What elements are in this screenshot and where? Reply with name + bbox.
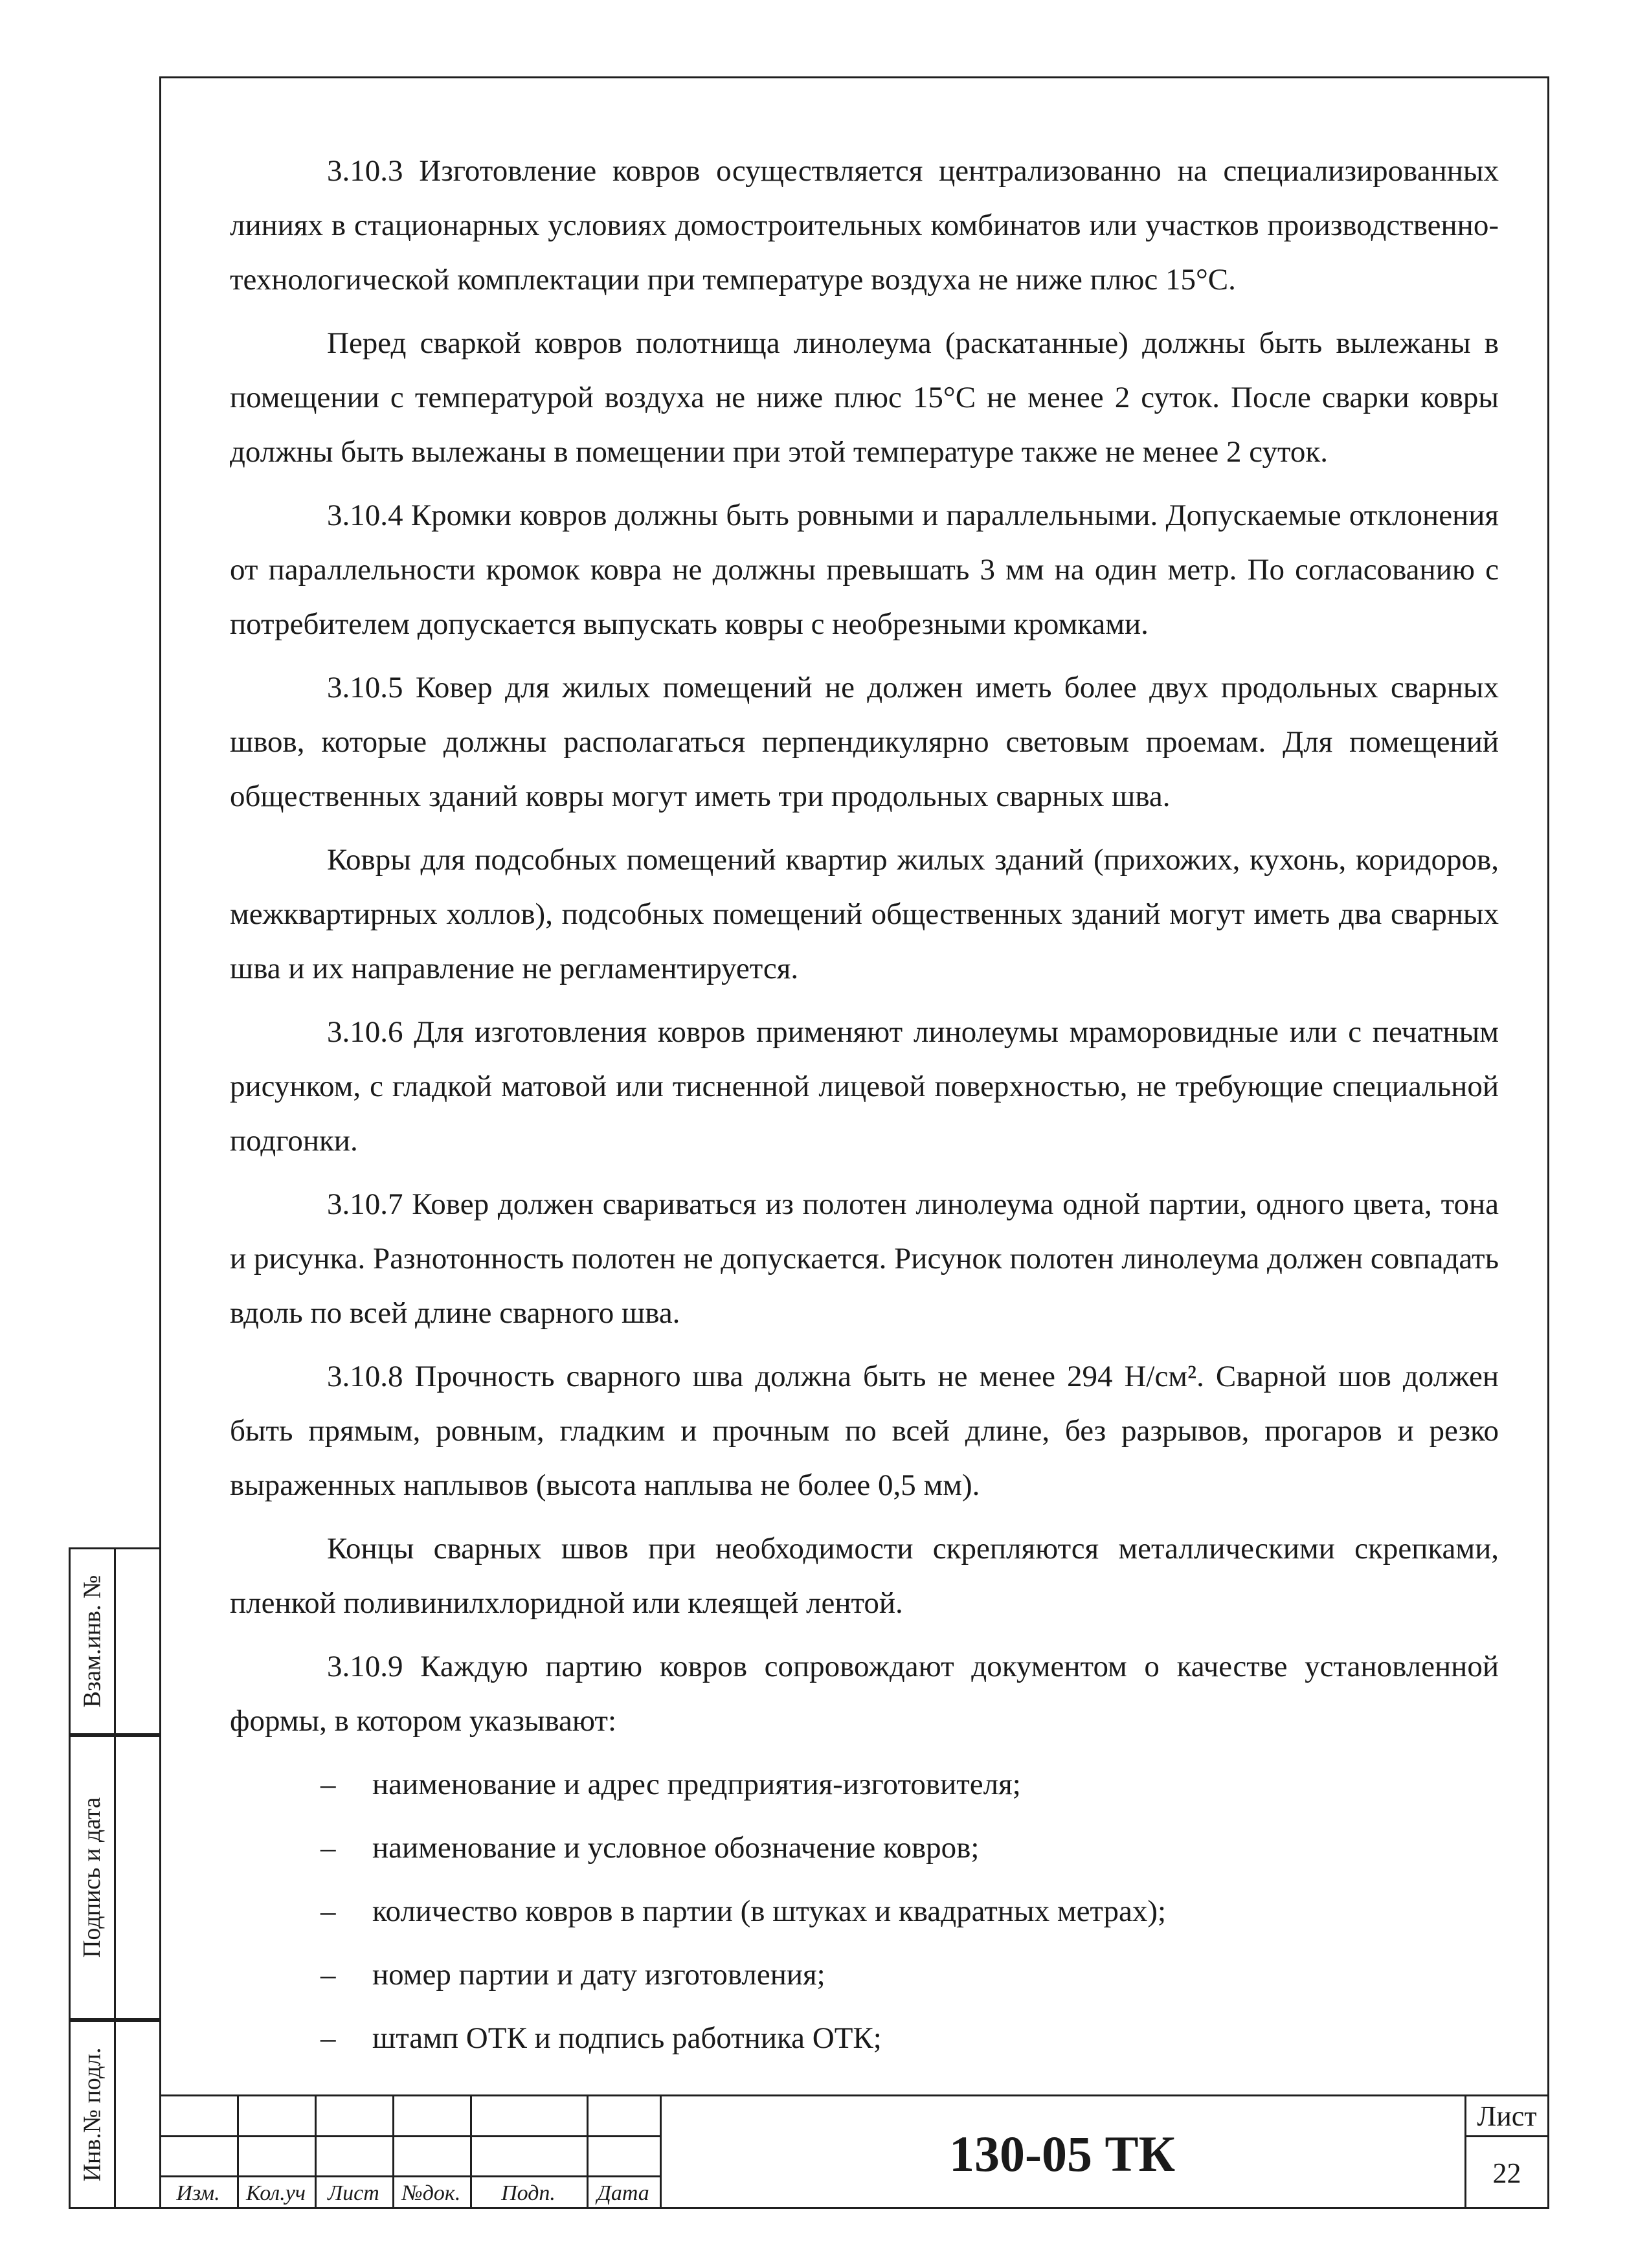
paragraph-seam-ends: Концы сварных швов при необходимости скрепляются металлическими скрепками, пленкой поливинилхлоридной или клеящей лентой.: [230, 1532, 1499, 1620]
list-item-text: наименование и условное обозначение ковров;: [372, 1831, 980, 1865]
paragraph-welding-prep: Перед сваркой ковров полотнища линолеума (раскатанные) должны быть вылежаны в помещении с температурой воздуха не ниже плюс 15°С не менее 2 суток. После сварки ковры должны быть вылежаны в помещении при этой температуре также не менее 2 суток.: [230, 326, 1499, 469]
title-block: [159, 2094, 1549, 2209]
dash-marker: –: [320, 1958, 336, 1992]
stamp-podpis-data-label: Подпись и дата: [78, 1797, 106, 1959]
list-item: [230, 1821, 1499, 1875]
stamp-podpis-data: [69, 1735, 159, 2020]
paragraph-3-10-5: 3.10.5 Ковер для жилых помещений не должен иметь более двух продольных сварных швов, которые должны располагаться перпендикулярно световым проемам. Для помещений общественных зданий ковры могут иметь три продольных сварных шва.: [230, 671, 1499, 813]
stamp-zam-inv-label: Взам.инв. №: [78, 1575, 106, 1708]
dash-marker: –: [320, 1768, 336, 1801]
paragraph-3-10-7: 3.10.7 Ковер должен свариваться из полотен линолеума одной партии, одного цвета, тона и рисунка. Разнотонность полотен не допускается. Рисунок полотен линолеума должен совпадать вдоль по всей длине сварного шва.: [230, 1187, 1499, 1330]
caption-list: Лист: [328, 2181, 379, 2205]
document-body: [230, 144, 1499, 2074]
paragraph-3-10-3: 3.10.3 Изготовление ковров осуществляется централизованно на специализированных линиях в стационарных условиях домостроительных комбинатов или участков производственно-технологической комплектации при температуре воздуха не ниже плюс 15°С.: [230, 154, 1499, 297]
stamp-inv-podl: [69, 2020, 159, 2209]
caption-podp: Подп.: [501, 2181, 555, 2205]
sheet-number: 22: [1492, 2157, 1521, 2189]
list-item-text: наименование и адрес предприятия-изготовителя;: [372, 1768, 1021, 1801]
dash-marker: –: [320, 1831, 336, 1865]
list-item: [230, 1884, 1499, 1938]
dash-marker: –: [320, 2021, 336, 2055]
paragraph-3-10-6: 3.10.6 Для изготовления ковров применяют линолеумы мраморовидные или с печатным рисунком, с гладкой матовой или тисненной лицевой поверхностью, не требующие специальной подгонки.: [230, 1015, 1499, 1158]
caption-izm: Изм.: [176, 2181, 220, 2205]
caption-kol-uch: Кол.уч: [245, 2181, 306, 2205]
list-item-text: штамп ОТК и подпись работника ОТК;: [372, 2021, 882, 2055]
paragraph-3-10-9: 3.10.9 Каждую партию ковров сопровождают документом о качестве установленной формы, в котором указывают:: [230, 1650, 1499, 1738]
list-item-text: номер партии и дату изготовления;: [372, 1958, 825, 1992]
dash-marker: –: [320, 1894, 336, 1928]
stamp-zam-inv: [69, 1547, 159, 1735]
caption-data: Дата: [597, 2181, 649, 2205]
list-item: [230, 1757, 1499, 1812]
paragraph-3-10-4: 3.10.4 Кромки ковров должны быть ровными и параллельными. Допускаемые отклонения от параллельности кромок ковра не должны превышать 3 мм на один метр. По согласованию с потребителем допускается выпускать ковры с необрезными кромками.: [230, 499, 1499, 641]
stamp-inv-podl-label: Инв.№ подл.: [78, 2047, 106, 2182]
document-code: 130-05 ТК: [948, 2125, 1176, 2182]
list-item: [230, 1948, 1499, 2002]
caption-ndok: №док.: [401, 2181, 461, 2205]
list-item: [230, 2011, 1499, 2065]
paragraph-auxiliary-rooms: Ковры для подсобных помещений квартир жилых зданий (прихожих, кухонь, коридоров, межквартирных холлов), подсобных помещений общественных зданий могут иметь два сварных шва и их направление не регламентируется.: [230, 843, 1499, 985]
list-item-text: количество ковров в партии (в штуках и квадратных метрах);: [372, 1894, 1167, 1928]
paragraph-3-10-8: 3.10.8 Прочность сварного шва должна быть не менее 294 Н/см². Сварной шов должен быть прямым, ровным, гладким и прочным по всей длине, без разрывов, прогаров и резко выраженных наплывов (высота наплыва не более 0,5 мм).: [230, 1360, 1499, 1502]
sheet-label: Лист: [1464, 2096, 1549, 2137]
